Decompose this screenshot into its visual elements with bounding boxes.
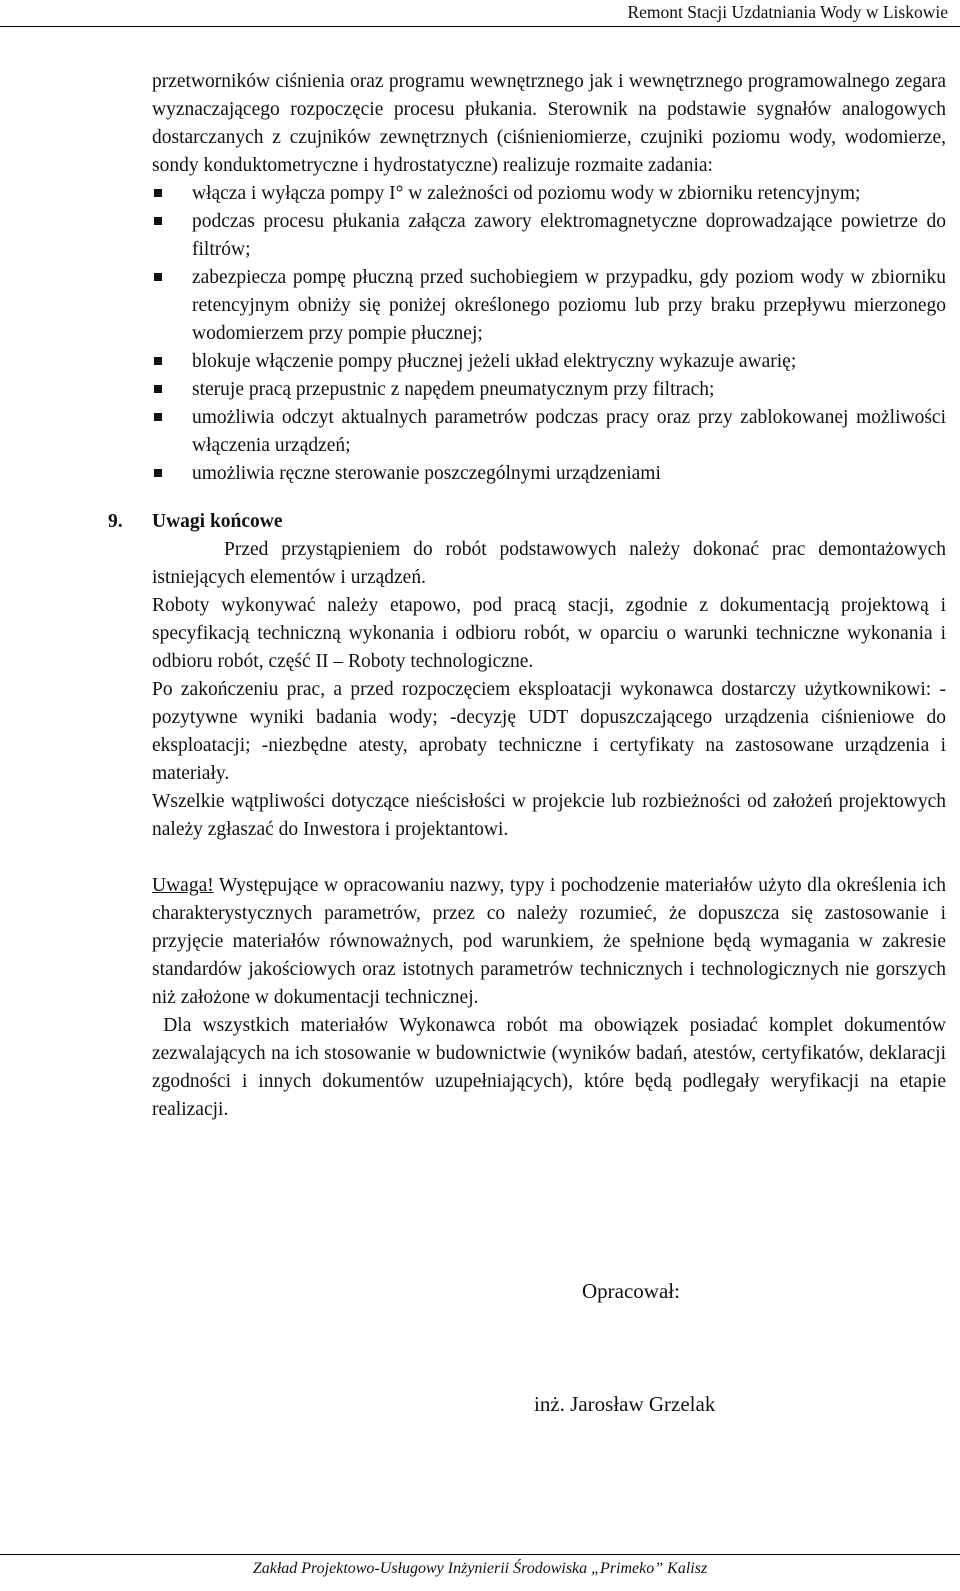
- note-text: Występujące w opracowaniu nazwy, typy i pochodzenie materiałów użyto dla określenia ich charakterystycznych parametrów, przez co należy rozumieć, że dopuszcza się zastosowanie i przyjęcie materiałów równoważnych, pod warunkiem, że spełnione będą wymagania w zakresie standardów jakościowych oraz istotnych parametrów technicznych i technologicznych nie gorszych niż założone w dokumentacji technicznej.: [152, 875, 946, 1008]
- section-title: Uwagi końcowe: [152, 511, 283, 532]
- note-paragraph: [152, 872, 946, 1012]
- section-heading: [108, 508, 946, 536]
- square-bullet-icon: [154, 273, 162, 281]
- square-bullet-icon: [154, 469, 162, 477]
- square-bullet-icon: [154, 189, 162, 197]
- header-rule: [0, 26, 960, 27]
- square-bullet-icon: [154, 217, 162, 225]
- section-paragraph-4: Wszelkie wątpliwości dotyczące nieścisłości w projekcie lub rozbieżności od założeń projektowych należy zgłaszać do Inwestora i projektantowi.: [152, 791, 946, 840]
- note-paragraph-2: Dla wszystkich materiałów Wykonawca robót ma obowiązek posiadać komplet dokumentów zezwalających na ich stosowanie w budownictwie (wyników badań, atestów, certyfikatów, deklaracji zgodności i innych dokumentów uzupełniających), które będą podlegały weryfikacji na etapie realizacji.: [152, 1015, 951, 1120]
- list-item: [152, 264, 946, 348]
- list-item-text: steruje pracą przepustnic z napędem pneumatycznym przy filtrach;: [192, 379, 715, 400]
- list-item-text: podczas procesu płukania załącza zawory elektromagnetyczne doprowadzające powietrze do filtrów;: [192, 211, 946, 260]
- list-item: [152, 376, 946, 404]
- section-number: 9.: [108, 511, 123, 532]
- list-item-text: zabezpiecza pompę płuczną przed suchobiegiem w przypadku, gdy poziom wody w zbiorniku retencyjnym obniży się poniżej określonego poziomu lub przy braku przepływu mierzonego wodomierzem przy pompie płucznej;: [192, 267, 946, 344]
- list-item-text: włącza i wyłącza pompy I° w zależności od poziomu wody w zbiorniku retencyjnym;: [192, 183, 861, 204]
- section-paragraph-3: Po zakończeniu prac, a przed rozpoczęciem eksploatacji wykonawca dostarczy użytkownikowi: -pozytywne wyniki badania wody; -decyzję UDT dopuszczającego urządzenia ciśnieniowe do eksploatacji; -niezbędne atesty, aprobaty techniczne i certyfikaty na zastosowane urządzenia i materiały.: [152, 679, 946, 784]
- signature-name: inż. Jarosław Grzelak: [534, 1392, 716, 1416]
- section-paragraph-2: Roboty wykonywać należy etapowo, pod pracą stacji, zgodnie z dokumentacją projektową i specyfikacją techniczną wykonania i odbioru robót, w oparciu o warunki techniczne wykonania i odbioru robót, część II – Roboty technologiczne.: [152, 595, 946, 672]
- footer-rule: [0, 1554, 960, 1555]
- signature-label: Opracował:: [582, 1279, 680, 1303]
- list-item-text: umożliwia ręczne sterowanie poszczególnymi urządzeniami: [192, 463, 661, 484]
- list-item-text: blokuje włączenie pompy płucznej jeżeli układ elektryczny wykazuje awarię;: [192, 351, 797, 372]
- page-footer: Zakład Projektowo-Usługowy Inżynierii Środowiska „Primeko” Kalisz: [252, 1560, 708, 1577]
- list-item: [152, 404, 946, 460]
- square-bullet-icon: [154, 413, 162, 421]
- list-item-text: umożliwia odczyt aktualnych parametrów podczas pracy oraz przy zablokowanej możliwości włączenia urządzeń;: [192, 407, 946, 456]
- list-item: [152, 460, 946, 488]
- note-label: Uwaga!: [152, 875, 214, 896]
- page-header: [0, 0, 960, 26]
- task-list: [152, 180, 946, 488]
- square-bullet-icon: [154, 385, 162, 393]
- spacer: [152, 844, 946, 872]
- square-bullet-icon: [154, 357, 162, 365]
- header-title: Remont Stacji Uzdatniania Wody w Liskowie: [627, 2, 948, 22]
- section-paragraph-1: Przed przystąpieniem do robót podstawowych należy dokonać prac demontażowych istniejących elementów i urządzeń.: [152, 539, 946, 588]
- list-item: [152, 180, 946, 208]
- intro-paragraph: przetworników ciśnienia oraz programu wewnętrznego jak i wewnętrznego programowalnego zegara wyznaczającego rozpoczęcie procesu płukania. Sterownik na podstawie sygnałów analogowych dostarczanych z czujników zewnętrznych (ciśnieniomierze, czujniki poziomu wody, wodomierze, sondy konduktometryczne i hydrostatyczne) realizuje rozmaite zadania:: [152, 71, 946, 176]
- list-item: [152, 208, 946, 264]
- list-item: [152, 348, 946, 376]
- document-body: [108, 68, 951, 1124]
